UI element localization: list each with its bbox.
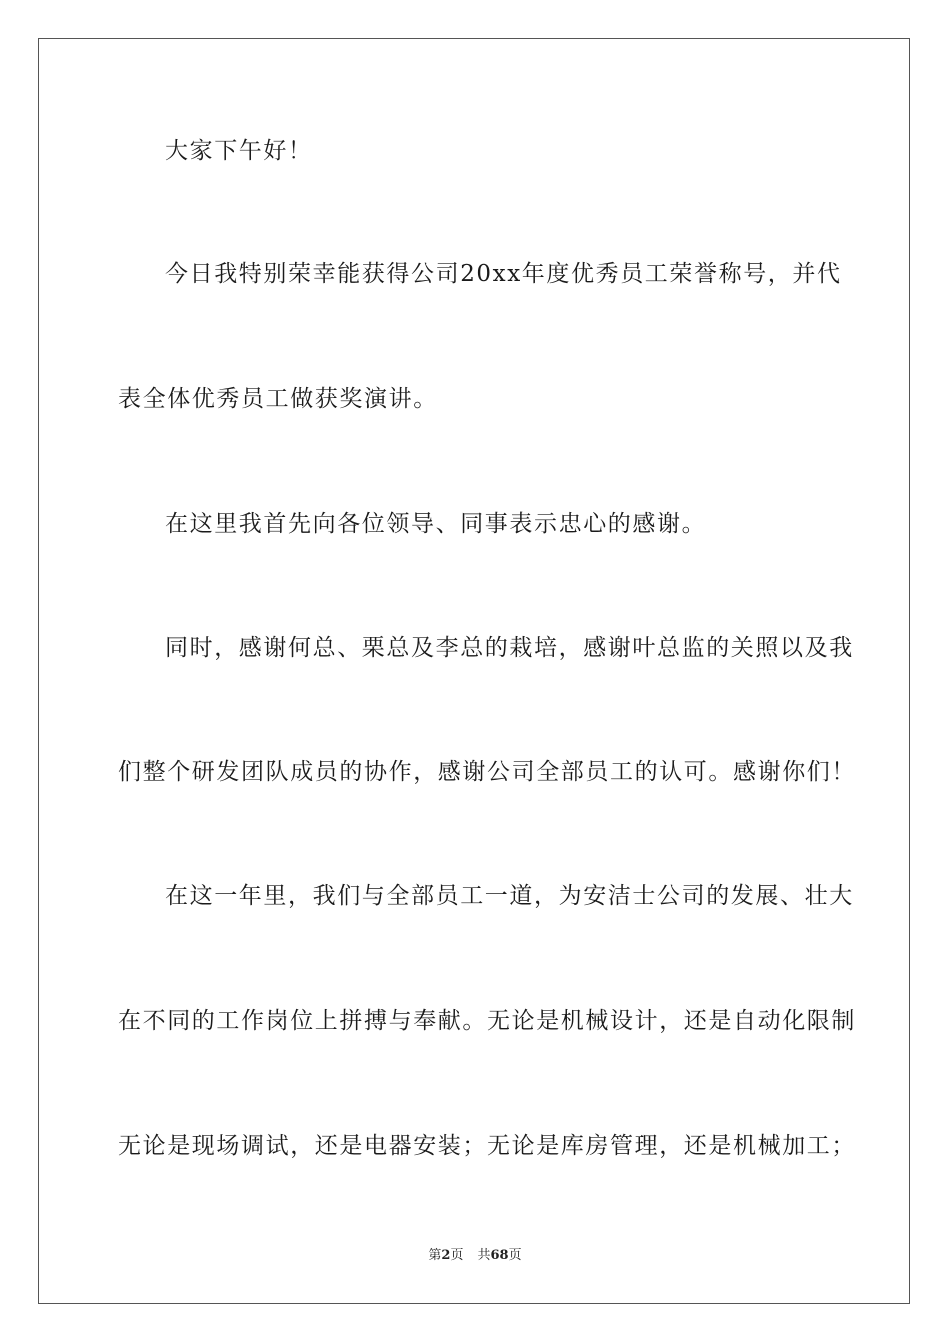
total-prefix: 共 [477,1248,491,1263]
paragraph-line: 无论是现场调试，还是电器安装；无论是库房管理，还是机械加工； [118,1133,856,1159]
page-footer [0,1247,950,1265]
paragraph-line: 们整个研发团队成员的协作，感谢公司全部员工的认可。感谢你们！ [118,759,856,785]
page-suffix: 页 [450,1248,464,1263]
paragraph-line: 大家下午好！ [165,138,313,164]
current-page-number: 2 [441,1248,451,1263]
paragraph-line: 在不同的工作岗位上拼搏与奉献。无论是机械设计，还是自动化限制 [118,1008,856,1034]
total-suffix: 页 [508,1248,522,1263]
paragraph-line: 同时，感谢何总、栗总及李总的栽培，感谢叶总监的关照以及我 [165,635,854,661]
page-prefix: 第 [428,1248,442,1263]
paragraph-line: 表全体优秀员工做获奖演讲。 [118,386,438,412]
page-border [38,38,910,1304]
paragraph-line: 今日我特别荣幸能获得公司20xx年度优秀员工荣誉称号，并代 [165,261,842,287]
total-page-count: 68 [490,1248,509,1263]
paragraph-line: 在这一年里，我们与全部员工一道，为安洁士公司的发展、壮大 [165,883,854,909]
paragraph-line: 在这里我首先向各位领导、同事表示忠心的感谢。 [165,511,707,537]
